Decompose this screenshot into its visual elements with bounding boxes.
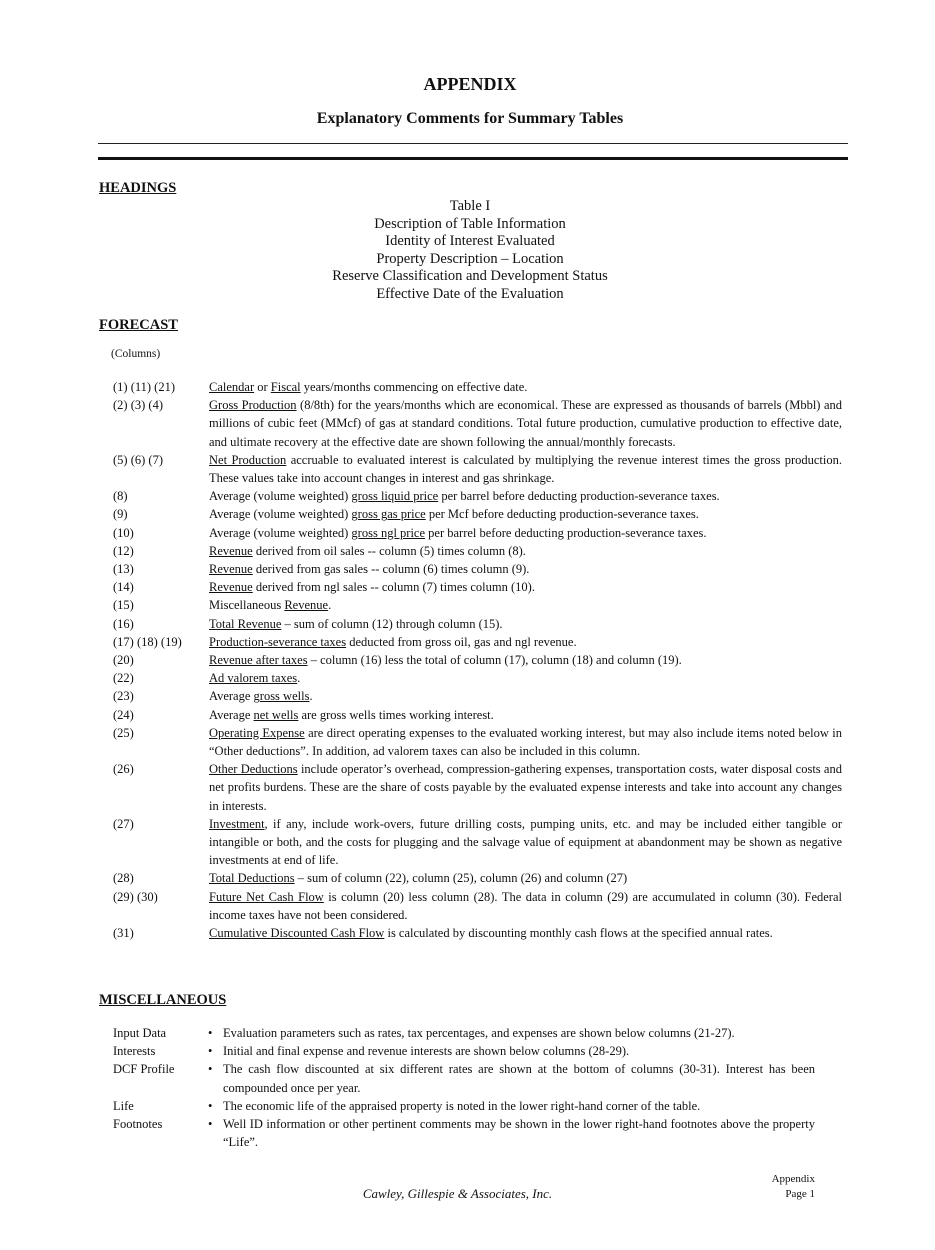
description-text: Average (volume weighted) bbox=[209, 489, 352, 504]
column-number: (27) bbox=[113, 816, 134, 831]
misc-label: DCF Profile bbox=[113, 1062, 175, 1077]
forecast-row bbox=[0, 615, 935, 633]
forecast-row bbox=[0, 687, 935, 705]
bullet-icon: • bbox=[208, 1026, 213, 1040]
column-number: (14) bbox=[113, 580, 134, 595]
forecast-section-title: FORECAST bbox=[99, 317, 178, 333]
column-number: (13) bbox=[113, 562, 134, 577]
forecast-row bbox=[0, 542, 935, 560]
defined-term: gross ngl price bbox=[351, 525, 426, 540]
forecast-row bbox=[0, 524, 935, 542]
column-description bbox=[209, 924, 842, 942]
misc-text: Evaluation parameters such as rates, tax percentages, and expenses are shown below columns (21-27). bbox=[223, 1026, 735, 1040]
forecast-list bbox=[0, 378, 935, 942]
defined-term: gross liquid price bbox=[351, 489, 439, 504]
defined-term: Revenue bbox=[209, 562, 253, 577]
forecast-row bbox=[0, 760, 935, 815]
description-text: – sum of column (12) through column (15). bbox=[281, 616, 503, 631]
description-text: . bbox=[297, 671, 301, 686]
description-text: include operator’s overhead, compression-gathering expenses, transportation costs, water disposal costs and net profits burdens. These are the share of costs payable by the evaluated expense interests and take into account any changes in interests. bbox=[209, 762, 842, 813]
description-text: is column (20) less column (28). The data in column (29) are accumulated in column (30). Federal income taxes have not been considered. bbox=[209, 889, 842, 922]
miscellaneous-list bbox=[0, 1024, 935, 1151]
misc-label: Input Data bbox=[113, 1026, 167, 1040]
miscellaneous-row bbox=[0, 1042, 935, 1060]
column-number: (10) bbox=[113, 525, 134, 540]
forecast-row bbox=[0, 596, 935, 614]
column-description bbox=[209, 815, 842, 870]
forecast-row bbox=[0, 924, 935, 942]
column-number: (1) (11) (21) bbox=[113, 380, 176, 394]
column-number: (31) bbox=[113, 926, 134, 941]
defined-term: Investment bbox=[209, 816, 265, 831]
column-number: (12) bbox=[113, 543, 134, 558]
defined-term: Total Deductions bbox=[209, 871, 295, 886]
column-description bbox=[209, 542, 842, 560]
column-description bbox=[209, 615, 842, 633]
description-text: . bbox=[309, 689, 313, 704]
defined-term: Net Production bbox=[209, 452, 287, 467]
column-number: (20) bbox=[113, 653, 134, 668]
column-number: (22) bbox=[113, 671, 134, 686]
forecast-row bbox=[0, 487, 935, 505]
column-description bbox=[209, 505, 842, 523]
description-text: years/months commencing on effective date. bbox=[300, 380, 528, 394]
description-text: accruable to evaluated interest is calculated by multiplying the revenue interest times the gross production. These values take into account changes in interest and gas shrinkage. bbox=[209, 452, 842, 486]
forecast-row bbox=[0, 451, 935, 487]
headings-item: Property Description – Location bbox=[376, 250, 564, 267]
forecast-row bbox=[0, 396, 935, 451]
forecast-row bbox=[0, 724, 935, 760]
description-text: deducted from gross oil, gas and ngl revenue. bbox=[346, 634, 577, 649]
forecast-row bbox=[0, 815, 935, 870]
forecast-row bbox=[0, 560, 935, 578]
column-number: (23) bbox=[113, 689, 134, 704]
forecast-row bbox=[0, 888, 935, 924]
description-text: Average (volume weighted) bbox=[209, 507, 352, 522]
footer-company: Cawley, Gillespie & Associates, Inc. bbox=[362, 1186, 553, 1201]
page-title: APPENDIX bbox=[423, 74, 517, 94]
description-text: Miscellaneous bbox=[209, 598, 285, 613]
thick-divider bbox=[98, 157, 848, 160]
description-text: , if any, include work-overs, future drilling costs, pumping units, etc. and may be included either tangible or intangible or both, and the costs for plugging and the salvage value of equipment at abandonment may be shown as negative investments at end of life. bbox=[209, 816, 842, 868]
column-number: (29) (30) bbox=[113, 889, 158, 904]
description-text: is calculated by discounting monthly cash flows at the specified annual rates. bbox=[384, 926, 773, 941]
description-text: are direct operating expenses to the evaluated working interest, but may also include items noted below in “Other deductions”. In addition, ad valorem taxes can also be included in this column. bbox=[209, 725, 842, 759]
defined-term: Gross Production bbox=[209, 398, 297, 413]
forecast-row bbox=[0, 669, 935, 687]
headings-section-title: HEADINGS bbox=[99, 180, 177, 196]
defined-term: Revenue bbox=[284, 598, 329, 613]
forecast-row bbox=[0, 505, 935, 523]
footer-page-info bbox=[740, 1172, 815, 1202]
column-description bbox=[209, 396, 842, 451]
column-description bbox=[209, 487, 842, 505]
column-description bbox=[209, 706, 842, 724]
forecast-row bbox=[0, 633, 935, 651]
description-text: – column (16) less the total of column (17), column (18) and column (19). bbox=[307, 653, 682, 668]
footer-page-number: Page 1 bbox=[785, 1188, 815, 1200]
headings-item: Identity of Interest Evaluated bbox=[385, 233, 555, 250]
column-description bbox=[209, 378, 842, 396]
headings-item: Effective Date of the Evaluation bbox=[376, 285, 564, 302]
defined-term: Revenue bbox=[209, 543, 253, 558]
column-number: (26) bbox=[113, 762, 134, 777]
miscellaneous-row bbox=[0, 1097, 935, 1115]
column-description bbox=[209, 560, 842, 578]
miscellaneous-section-title: MISCELLANEOUS bbox=[99, 992, 227, 1008]
defined-term: Cumulative Discounted Cash Flow bbox=[209, 926, 385, 941]
misc-label: Life bbox=[113, 1098, 134, 1113]
headings-item: Reserve Classification and Development Status bbox=[332, 268, 608, 285]
footer-section-label: Appendix bbox=[771, 1173, 815, 1185]
miscellaneous-row bbox=[0, 1024, 935, 1042]
description-text: – sum of column (22), column (25), column (26) and column (27) bbox=[294, 871, 628, 886]
column-number: (8) bbox=[113, 489, 128, 504]
defined-term: gross gas price bbox=[351, 507, 426, 522]
defined-term: Fiscal bbox=[270, 380, 301, 394]
defined-term: Production-severance taxes bbox=[209, 634, 347, 649]
column-number: (28) bbox=[113, 871, 134, 886]
description-text: or bbox=[254, 380, 271, 394]
column-description bbox=[209, 888, 842, 924]
column-description bbox=[209, 451, 842, 487]
column-description bbox=[209, 760, 842, 815]
description-text: Average bbox=[209, 689, 254, 704]
misc-text: Well ID information or other pertinent comments may be shown in the lower right-hand footnotes above the property “Life”. bbox=[223, 1117, 815, 1150]
description-text: are gross wells times working interest. bbox=[298, 707, 494, 722]
defined-term: Other Deductions bbox=[209, 762, 298, 777]
description-text: per Mcf before deducting production-severance taxes. bbox=[425, 507, 699, 522]
column-description bbox=[209, 687, 842, 705]
column-number: (2) (3) (4) bbox=[113, 398, 163, 413]
column-description bbox=[209, 869, 842, 887]
forecast-row bbox=[0, 578, 935, 596]
column-description bbox=[209, 651, 842, 669]
column-description bbox=[209, 578, 842, 596]
description-text: Average (volume weighted) bbox=[209, 525, 352, 540]
column-number: (16) bbox=[113, 616, 134, 631]
forecast-row bbox=[0, 651, 935, 669]
column-number: (9) bbox=[113, 507, 128, 522]
column-number: (5) (6) (7) bbox=[113, 452, 163, 467]
headings-list bbox=[0, 198, 935, 304]
headings-item: Description of Table Information bbox=[374, 215, 566, 232]
columns-label: (Columns) bbox=[111, 348, 161, 360]
defined-term: Revenue bbox=[209, 580, 253, 595]
bullet-icon: • bbox=[208, 1044, 213, 1059]
description-text: per barrel before deducting production-severance taxes. bbox=[438, 489, 720, 504]
column-number: (15) bbox=[113, 598, 134, 613]
column-description bbox=[209, 596, 842, 614]
misc-label: Interests bbox=[113, 1044, 156, 1059]
misc-label: Footnotes bbox=[113, 1117, 163, 1132]
column-description bbox=[209, 524, 842, 542]
forecast-row bbox=[0, 706, 935, 724]
bullet-icon: • bbox=[208, 1117, 213, 1132]
description-text: per barrel before deducting production-severance taxes. bbox=[425, 525, 707, 540]
defined-term: net wells bbox=[253, 707, 299, 722]
defined-term: gross wells bbox=[253, 689, 310, 704]
page-subtitle: Explanatory Comments for Summary Tables bbox=[316, 110, 624, 127]
column-number: (25) bbox=[113, 725, 134, 740]
defined-term: Future Net Cash Flow bbox=[209, 889, 324, 904]
description-text: Average bbox=[209, 707, 254, 722]
misc-text: Initial and final expense and revenue interests are shown below columns (28-29). bbox=[223, 1044, 630, 1059]
defined-term: Total Revenue bbox=[209, 616, 282, 631]
description-text: derived from oil sales -- column (5) times column (8). bbox=[252, 543, 526, 558]
thin-divider bbox=[98, 143, 848, 144]
description-text: derived from gas sales -- column (6) times column (9). bbox=[252, 562, 530, 577]
column-description bbox=[209, 669, 842, 687]
headings-item: Table I bbox=[449, 198, 491, 214]
misc-text: The cash flow discounted at six different rates are shown at the bottom of columns (30-31). Interest has been compounded once per year. bbox=[223, 1062, 815, 1095]
defined-term: Calendar bbox=[209, 380, 255, 394]
forecast-row bbox=[0, 869, 935, 887]
description-text: . bbox=[328, 598, 332, 613]
bullet-icon: • bbox=[208, 1098, 213, 1113]
column-description bbox=[209, 633, 842, 651]
forecast-row bbox=[0, 378, 935, 396]
column-number: (17) (18) (19) bbox=[113, 634, 182, 649]
bullet-icon: • bbox=[208, 1062, 213, 1077]
miscellaneous-row bbox=[0, 1115, 935, 1151]
description-text: derived from ngl sales -- column (7) times column (10). bbox=[252, 580, 535, 595]
column-description bbox=[209, 724, 842, 760]
defined-term: Operating Expense bbox=[209, 725, 305, 740]
misc-text: The economic life of the appraised property is noted in the lower right-hand corner of the table. bbox=[223, 1098, 701, 1113]
column-number: (24) bbox=[113, 707, 134, 722]
miscellaneous-row bbox=[0, 1060, 935, 1096]
description-text: (8/8th) for the years/months which are economical. These are expressed as thousands of barrels (Mbbl) and millions of cubic feet (MMcf) of gas at standard conditions. Total future production, cumulative production to effective date, and ultimate recovery at the effective date are shown following the annual/monthly forecasts. bbox=[209, 398, 842, 449]
defined-term: Revenue after taxes bbox=[209, 653, 308, 668]
defined-term: Ad valorem taxes bbox=[209, 671, 298, 686]
